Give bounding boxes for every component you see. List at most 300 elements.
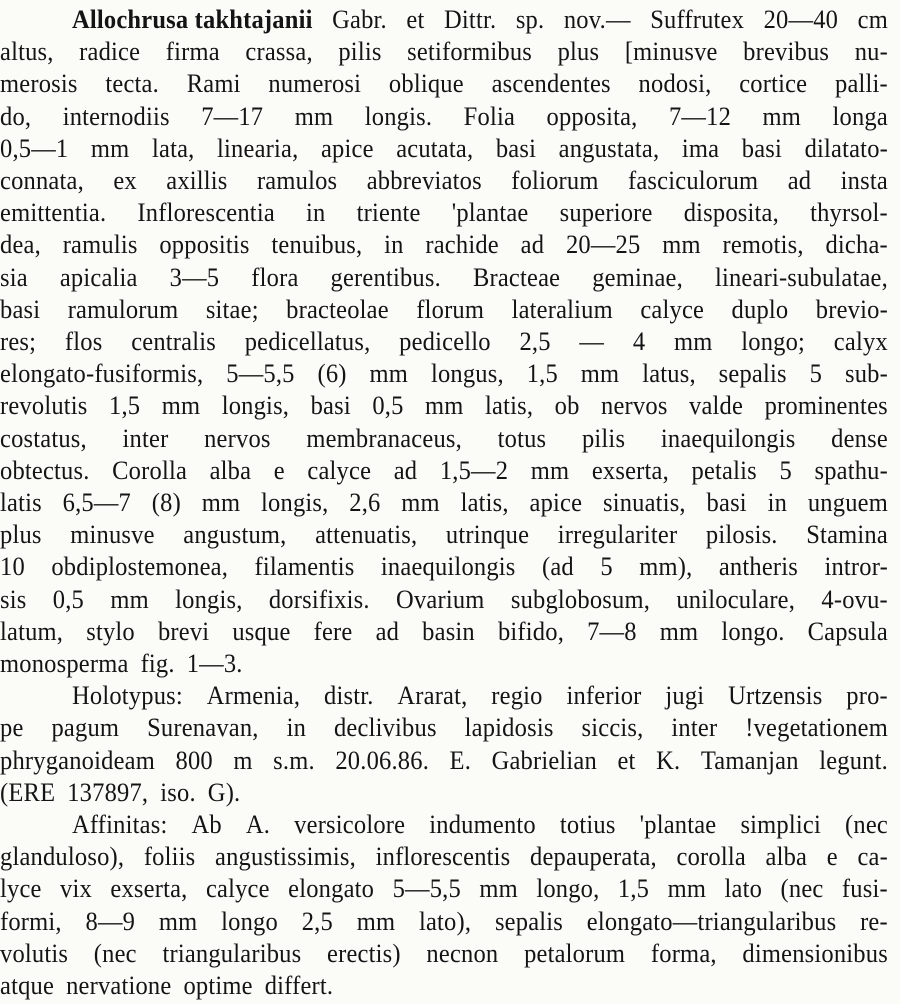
word: versicolore [294,810,406,840]
word: apice [320,134,374,164]
text-line [0,904,888,940]
word: petalis [691,456,757,486]
word: basi [0,295,41,325]
text-line [0,66,888,102]
word: longis, [221,391,290,421]
word: fasciculorum [628,166,759,196]
word: mm [356,906,396,936]
word: forma, [650,939,717,969]
text-line [0,227,888,263]
word: sub- [844,359,888,389]
word: 20—25 [565,230,641,260]
word: 0,5 [372,391,404,421]
word: nodosi, [638,69,712,99]
word: 2,5 [301,906,333,936]
word: 8—9 [85,906,136,936]
word: 1—3. [186,649,243,679]
word: unguem [807,488,888,518]
word: prominentes [764,391,888,421]
word: cortice [739,69,808,99]
word: phryganoideam [0,745,155,775]
word: geminae, [592,262,683,292]
word: mm [401,488,440,518]
word: firma [165,37,220,67]
word: (ERE [0,778,56,808]
text-line [0,388,888,424]
word: vix [60,874,92,904]
text-line [0,646,888,682]
word: (nec [780,874,824,904]
text-line [0,871,888,907]
word: exserta, [110,874,188,904]
word: crassa, [245,37,313,67]
word: sia [0,262,28,292]
word: in [384,230,404,260]
word: longis, [175,584,243,614]
word: simplici [740,810,821,840]
word: inaequilongis [660,423,796,453]
word: mm), [639,552,693,582]
word: (nec [93,939,137,969]
word: inferior [566,681,642,711]
word: Corolla [112,456,188,486]
word: nervos [601,391,668,421]
word: tenuibus, [271,230,363,260]
word: inter [671,713,718,743]
word: regio [491,681,543,711]
word: bracteolae [286,295,389,325]
text-line [0,549,888,585]
text-line [0,34,888,70]
word: irregulariter [557,520,678,550]
word: ramulis [62,230,138,260]
word: spathu- [814,456,888,486]
word: ob [554,391,580,421]
word: 3—5 [169,262,220,292]
word: indumento [429,810,536,840]
word: elongato [288,874,375,904]
word: 2,6 [349,488,381,518]
word: Ovarium [396,584,485,614]
word: A. [245,810,271,840]
word: nu- [854,37,888,67]
word: res; [0,327,37,357]
word: sepalis [718,359,787,389]
word: 7—17 [201,101,264,131]
word: declivibus [333,713,437,743]
word: 1,5—2 [439,456,509,486]
word: alba [765,842,808,872]
word: Dittr. [444,5,497,35]
word: 5 [600,552,613,582]
word: 5 [779,456,792,486]
word: longo [221,906,278,936]
text-line [0,968,888,1004]
word: formi, [0,906,62,936]
word: plus [557,37,600,67]
word: flora [251,262,299,292]
word: latis, [485,391,534,421]
word: altus, [0,37,54,67]
word: ad [787,166,812,196]
word: acutata, [396,134,474,164]
word: siccis, [581,713,644,743]
word: ex [113,166,137,196]
word: mm [90,134,130,164]
word: internodiis [62,101,170,131]
word: ima [681,134,720,164]
text-line [0,936,888,972]
word: nervatione [66,971,172,1001]
word: dea, [0,230,41,260]
word: latis, [460,488,509,518]
word: stylo [86,617,135,647]
word: antheris [718,552,798,582]
word: lato [724,874,763,904]
text-line [0,775,888,811]
text-line [0,743,888,779]
word: Tamanjan [700,745,799,775]
word: cm [857,5,888,35]
word: lata, [151,134,195,164]
word: obdiplostemonea, [51,552,229,582]
text-line [0,582,888,618]
species-title: Allochrusa takhtajanii [72,5,313,35]
word: e [826,842,838,872]
word: sis [0,584,27,614]
word: calyce [205,874,270,904]
text-line [0,163,888,199]
word: 1,5 [109,391,141,421]
word: brevibus [743,37,830,67]
word: foliorum [511,166,599,196]
word: ad [393,456,418,486]
word: Urtzensis [728,681,823,711]
word: in [767,488,788,518]
word: Holotypus: [72,681,183,711]
word: e [273,456,285,486]
word: longis. [364,101,433,131]
word: mm [580,359,620,389]
word: 'plantae [451,198,529,228]
word: ad [375,617,400,647]
word: totius [559,810,616,840]
word: 1,5 [617,874,650,904]
word: basi [495,134,537,164]
word: Armenia, [206,681,301,711]
word: subglobosum, [510,584,651,614]
word: apicalia [59,262,138,292]
word: triangularibus [162,939,302,969]
word: disposita, [683,198,779,228]
word: lato), [418,906,472,936]
word: costatus, [0,423,87,453]
word: 7—12 [668,101,732,131]
word: mm [294,101,334,131]
word: longo; [741,327,806,357]
word: centralis [131,327,216,357]
word: lapidosis [464,713,554,743]
word: atque [0,971,55,1001]
word: ad [520,230,545,260]
word: membranaceus, [306,423,462,453]
word: basi [741,134,783,164]
word: K. [656,745,681,775]
word: Bracteae [472,262,561,292]
word: legunt. [819,745,888,775]
text-line [0,292,888,328]
word: nervos [204,423,271,453]
word: linearia, [217,134,299,164]
word: latus, [642,359,696,389]
word: ramulos [256,166,338,196]
word: apice [529,488,583,518]
word: 20.06.86. [335,745,430,775]
word: 137897, [67,778,149,808]
word: revolutis [0,391,88,421]
word: basi [310,391,351,421]
word: mm [674,327,713,357]
word: mm [662,230,701,260]
word: latum, [0,617,64,647]
word: (6) [317,359,347,389]
word: pilis [338,37,382,67]
word: monosperma [0,649,129,679]
text-line [0,324,888,360]
word: Stamina [806,520,888,550]
word: mm [369,359,409,389]
word: palli- [835,69,888,99]
text-line [72,2,888,38]
word: 800 [175,745,213,775]
word: mm [161,391,201,421]
word: differt. [264,971,334,1001]
word: depauperata, [530,842,657,872]
word: et [406,5,425,35]
text-line [0,195,888,231]
word: Gabrielian [491,745,597,775]
word: mm [425,391,464,421]
word: angustum, [183,520,287,550]
word: 5 [809,359,823,389]
word: erectis) [327,939,401,969]
word: radice [79,37,141,67]
word: elongato-fusiformis, [0,359,204,389]
word: mm [762,101,802,131]
word: s.m. [273,745,315,775]
word: 6,5—7 [62,488,131,518]
word: re- [860,906,888,936]
word: Suffrutex [650,5,745,35]
word: glanduloso), [0,842,125,872]
word: sp. [515,5,545,35]
word: (8) [151,488,181,518]
word: foliis [143,842,196,872]
word: bifido, [497,617,565,647]
text-line [0,356,888,392]
word: basi [706,488,747,518]
word: oppositis [159,230,250,260]
word: 4 [632,327,646,357]
word: calyce [307,456,372,486]
word: emittentia. [0,198,107,228]
word: sinuatis, [602,488,686,518]
word: dense [831,423,888,453]
word: 5—5,5 [226,359,295,389]
word: superiore [559,198,653,228]
text-line [0,710,888,746]
word: rachide [425,230,499,260]
word: dorsifixis. [268,584,370,614]
word: optime [183,971,253,1001]
word: inter [122,423,169,453]
word: mm [659,617,699,647]
word: triente [356,198,421,228]
word: insta [840,166,888,196]
word: [minusve [624,37,718,67]
word: sitae; [205,295,259,325]
word: duplo [731,295,789,325]
word: axillis [166,166,228,196]
text-line [0,614,888,650]
word: mm [530,456,570,486]
word: alba [209,456,252,486]
text-line [0,99,888,135]
word: jugi [665,681,705,711]
word: inaequilongis [380,552,516,582]
word: pro- [846,681,888,711]
word: pedicello [399,327,491,357]
word: angustissimis, [215,842,356,872]
word: longus, [430,359,504,389]
word: setiformibus [407,37,533,67]
text-line [72,678,888,714]
word: plus [0,520,42,550]
word: latis [0,488,42,518]
word: do, [0,101,32,131]
text-line [0,421,888,457]
word: lyce [0,874,42,904]
word: ramulorum [67,295,179,325]
word: pagum [51,713,120,743]
word: tecta. [105,69,159,99]
word: utrinque [445,520,530,550]
word: ascendentes [491,69,611,99]
word: dimensionibus [742,939,888,969]
word: dicha- [825,230,888,260]
word: flos [64,327,103,357]
word: Capsula [807,617,888,647]
word: mm [479,874,518,904]
word: mm [158,906,198,936]
word: fig. [140,649,175,679]
word: intror- [824,552,888,582]
text-line [72,807,888,843]
word: uniloculare, [676,584,796,614]
word: 10 [0,552,25,582]
word: angustata, [558,134,660,164]
word: G). [207,778,241,808]
word: 7—8 [587,617,637,647]
word: connata, [0,166,84,196]
word: totus [497,423,547,453]
word: E. [449,745,472,775]
word: 2,5 [519,327,551,357]
word: oblique [388,69,464,99]
word: lineari-subulatae, [714,262,888,292]
word: Folia [463,101,516,131]
word: basin [422,617,475,647]
word: usque [232,617,291,647]
word: mm [201,488,241,518]
word: florum [416,295,485,325]
word: nov.— [563,5,631,35]
word: valde [689,391,744,421]
text-line [0,260,888,296]
word: 5—5,5 [392,874,461,904]
word: filamentis [254,552,355,582]
word: gerentibus. [330,262,441,292]
text-line [0,517,888,553]
word: — [579,327,605,357]
word: Surenavan, [147,713,259,743]
word: mm [667,874,707,904]
word: petalorum [524,939,626,969]
word: calyx [833,327,888,357]
word: et [617,745,636,775]
word: numerosi [268,69,362,99]
word: remotis, [722,230,804,260]
word: sepalis [494,906,564,936]
word: in [286,713,307,743]
word: Ab [191,810,222,840]
word: pilis [581,423,626,453]
word: mm [110,584,149,614]
word: fere [313,617,353,647]
word: minusve [70,520,155,550]
word: volutis [0,939,69,969]
word: attenuatis, [315,520,418,550]
word: Ararat, [397,681,468,711]
word: m [233,745,253,775]
word: brevio- [815,295,888,325]
word: pilosis. [705,520,778,550]
word: abbreviatos [366,166,482,196]
word: longo, [536,874,600,904]
word: pe [0,713,24,743]
word: iso. [160,778,196,808]
word: brevi [157,617,210,647]
word: 0,5—1 [0,134,69,164]
word: fusi- [841,874,888,904]
word: longo. [721,617,785,647]
word: Inflorescentia [137,198,275,228]
word: 4-ovu- [821,584,888,614]
text-line [0,453,888,489]
word: longa [832,101,888,131]
word: Rami [186,69,241,99]
word: corolla [676,842,746,872]
word: (nec [845,810,888,840]
word: !vegetationem [745,713,888,743]
text-line [0,485,888,521]
text-line [0,839,888,875]
word: merosis [0,69,78,99]
word: thyrsol- [810,198,888,228]
word: obtectus. [0,456,90,486]
word: exserta, [591,456,669,486]
word: 20—40 [763,5,839,35]
